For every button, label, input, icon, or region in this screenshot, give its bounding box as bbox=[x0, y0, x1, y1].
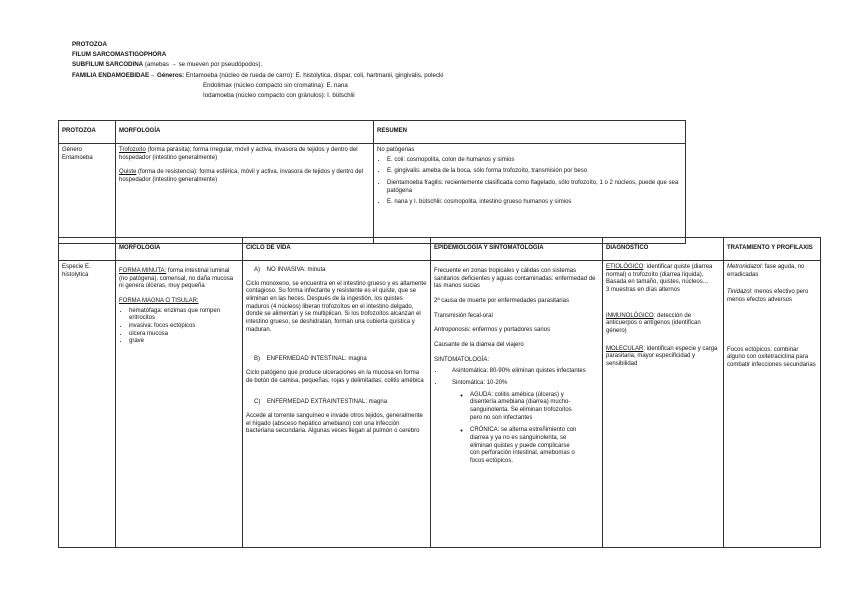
header-empty bbox=[59, 238, 116, 261]
header-morfologia-2: MORFOLOGÍA bbox=[116, 238, 243, 261]
epi-p2: 2ª causa de muerte por enfermedades parasitarias bbox=[434, 298, 569, 305]
diag-etio-extra: 3 muestras en días alternos bbox=[606, 287, 681, 294]
resumen-cell bbox=[374, 144, 686, 244]
quiste-label: Quiste bbox=[119, 169, 137, 176]
list-item: • úlcera mucosa bbox=[129, 331, 239, 339]
epi-p6: SINTOMATOLOGÍA: bbox=[434, 356, 490, 363]
epi-p5: Causante de la diarrea del viajero bbox=[434, 342, 524, 349]
header-line-subfilum: SUBFILUM SARCODINA (amebas → se mueven por pseudópodos). bbox=[72, 61, 263, 69]
ciclo-a-text: Ciclo monoxeno, se encuentra en el intestino grueso y es altamente contagioso. Su forma infectante y resistente es el quiste, que se eliminan en las heces. Después de la ingestión, los quistes maduros (4 núcleos) liberan trofozoítos en el intestino delgado, donde se alimentan y se multiplican. Si los trofozoítos alcanzan el intestino grueso, se deshidratan, forman una cubierta quística y maduran. bbox=[246, 280, 427, 333]
forma-minuta-label: FORMA MINUTA: bbox=[119, 268, 167, 274]
header-line-familia: FAMILIA ENDAMOEBIDAE→ Géneros: Entamoeba (núcleo de rueda de carro): E. histolytica, dispar, coli, hartmanii, gingivalis, polecki bbox=[72, 71, 444, 79]
ciclo-b-title: B) ENFERMEDAD INTESTINAL: magna bbox=[254, 356, 367, 363]
header-morfologia: MORFOLOGÍA bbox=[116, 121, 374, 144]
document-header bbox=[72, 40, 444, 101]
trat-metronidazol: Metronidazol: fase aguda, no erradicadas bbox=[727, 264, 805, 278]
list-item: • Dientamoeba fragilis: recientemente clasificada como flagelado, sólo trofozoíto, 1 o 2 núcleos, puede que sea patógena bbox=[387, 180, 682, 195]
list-item: • hematófaga: enzimas que rompen eritrocitos bbox=[129, 308, 239, 323]
morfologia-detail-cell: FORMA MINUTA: forma intestinal luminal (no patógena), comensal, no daña mucosa ni genera úlceras, muy pequeña FORMA MAGNA O TISULAR: • hematófaga: enzimas que rompen eritrocitos • invasiva: focos ectópicos • úlcera mucosa • grave bbox=[116, 261, 243, 548]
sintomas-list bbox=[434, 368, 599, 465]
list-item: • Sintomática: 10-20% ◦ AGUDA: colitis amébica (úlceras) y disentería amebiana (diarrea) mucho-sanguinolenta. Se eliminan trofozoítos pero no son infectantes ◦ CRÓNICA: se alterna estreñimiento con diarrea y ya no es sanguinolenta, se eliminan quistes y puede complicarse con perforación intestinal, amebomas o focos ectópicos. bbox=[444, 380, 599, 466]
trat-tinidazol: Tinidazol: menos efectivo pero menos efectos adversos bbox=[727, 289, 809, 304]
diagnostico-cell bbox=[603, 261, 724, 548]
list-item: • invasiva: focos ectópicos bbox=[129, 323, 239, 331]
especie-cell: Especie E. histolytica bbox=[59, 261, 116, 548]
epi-p1: Frecuente en zonas tropicales y cálidas con sistemas sanitarios deficientes y aguas contaminadas: enfermedad de las manos sucias bbox=[434, 268, 596, 290]
list-item: • grave bbox=[129, 338, 239, 346]
forma-magna-label: FORMA MAGNA O TISULAR: bbox=[119, 298, 199, 305]
epi-p3: Transmisión fecal-oral bbox=[434, 312, 493, 319]
summary-table bbox=[58, 120, 686, 244]
morfologia-cell: Trofozoíto (forma parásita): forma irregular, móvil y activa, invasora de tejidos y dentro del hospedador (intestino generalmente) Quiste (forma de resistencia): forma esférica, móvil y activa, invasora de tejidos y dentro del hospedador (intestino generalmente) bbox=[116, 144, 374, 244]
header-line-protozoa: PROTOZOA bbox=[72, 41, 107, 48]
header-protozoa: PROTOZOA bbox=[59, 121, 116, 144]
list-item: ◦ AGUDA: colitis amébica (úlceras) y disentería amebiana (diarrea) mucho-sanguinolenta. Se eliminan trofozoítos pero no son infectantes bbox=[470, 392, 580, 423]
trat-focos: Focos ectópicos: combinar alguno con oxitetraciclina para combatir infecciones secundarias bbox=[727, 346, 816, 369]
list-item: ◦ CRÓNICA: se alterna estreñimiento con diarrea y ya no es sanguinolenta, se eliminan quistes y puede complicarse con perforación intestinal, amebomas o focos ectópicos. bbox=[470, 427, 580, 465]
magna-list bbox=[119, 308, 239, 346]
ciclo-c-text: Accede al torrente sanguíneo e invade otros tejidos, generalmente el hígado (absceso hepático amebiano) con una infección bacteriana secundaria. Algunas veces llegan al pulmón o cerebro bbox=[246, 413, 423, 435]
ciclo-a-title: A) NO INVASIVA: minuta bbox=[254, 267, 326, 273]
no-patogenas-label: No patógenas bbox=[377, 147, 415, 153]
header-resumen: RESUMEN bbox=[374, 121, 686, 144]
list-item: • E. coli: cosmopolita, colon de humanos y simios bbox=[387, 157, 682, 165]
header-line-filum: FILUM SARCOMASTIGOPHORA bbox=[72, 51, 167, 59]
resumen-list bbox=[377, 157, 682, 207]
sintomatica-list bbox=[444, 392, 580, 466]
header-line-iodamoeba: Iodamoeba (núcleo compacto con gránulos): I. bütschlii bbox=[203, 92, 355, 100]
ciclo-c-title: C) ENFERMEDAD EXTRAINTESTINAL: magna bbox=[254, 399, 388, 406]
header-epidemiologia: EPIDEMIOLOGÍA Y SINTOMATOLOGÍA bbox=[431, 238, 603, 261]
epidemiologia-cell bbox=[431, 261, 603, 548]
epi-p4: Antroponosis: enfermos y portadores sanos bbox=[434, 327, 551, 334]
header-ciclo: CICLO DE VIDA bbox=[243, 238, 431, 261]
header-line-endolimax: Endolimax (núcleo compacto sin cromatina): E. nana bbox=[203, 81, 348, 89]
trofozoito-label: Trofozoíto bbox=[119, 147, 146, 153]
tratamiento-cell bbox=[724, 261, 821, 548]
diag-inmunologico: INMUNOLÓGICO: detección de anticuerpos o antígenos (identifican género) bbox=[606, 312, 701, 335]
header-diagnostico: DIAGNÓSTICO bbox=[603, 238, 724, 261]
header-tratamiento: TRATAMIENTO Y PROFILAXIS bbox=[724, 238, 821, 261]
diag-molecular: MOLECULAR: identifican especie y carga parasitaria, mayor especificidad y sensibilidad bbox=[606, 345, 718, 368]
list-item: • E. nana y I. bütschlii: cosmopolita, intestino grueso humanos y simios bbox=[387, 199, 682, 207]
list-item: • Asintomática: 80-90% eliminan quistes infectantes bbox=[444, 368, 599, 376]
genero-cell: Género Entamoeba bbox=[59, 144, 116, 244]
ciclo-cell bbox=[243, 261, 431, 548]
species-table bbox=[58, 237, 821, 548]
diag-etiologico: ETIOLÓGICO: identificar quiste (diarrea normal) o trofozoíto (diarrea líquida). Basada en tamaño, quistes, núcleos… bbox=[606, 264, 713, 286]
ciclo-b-text: Ciclo patógeno que produce ulceraciones en la mucosa en forma de botón de camisa, pequeñas, rojas y delimitadas: colitis amébica bbox=[246, 370, 424, 384]
list-item: • E. gingivalis: ameba de la boca, sólo forma trofozoíto, transmisión por beso bbox=[387, 168, 682, 176]
